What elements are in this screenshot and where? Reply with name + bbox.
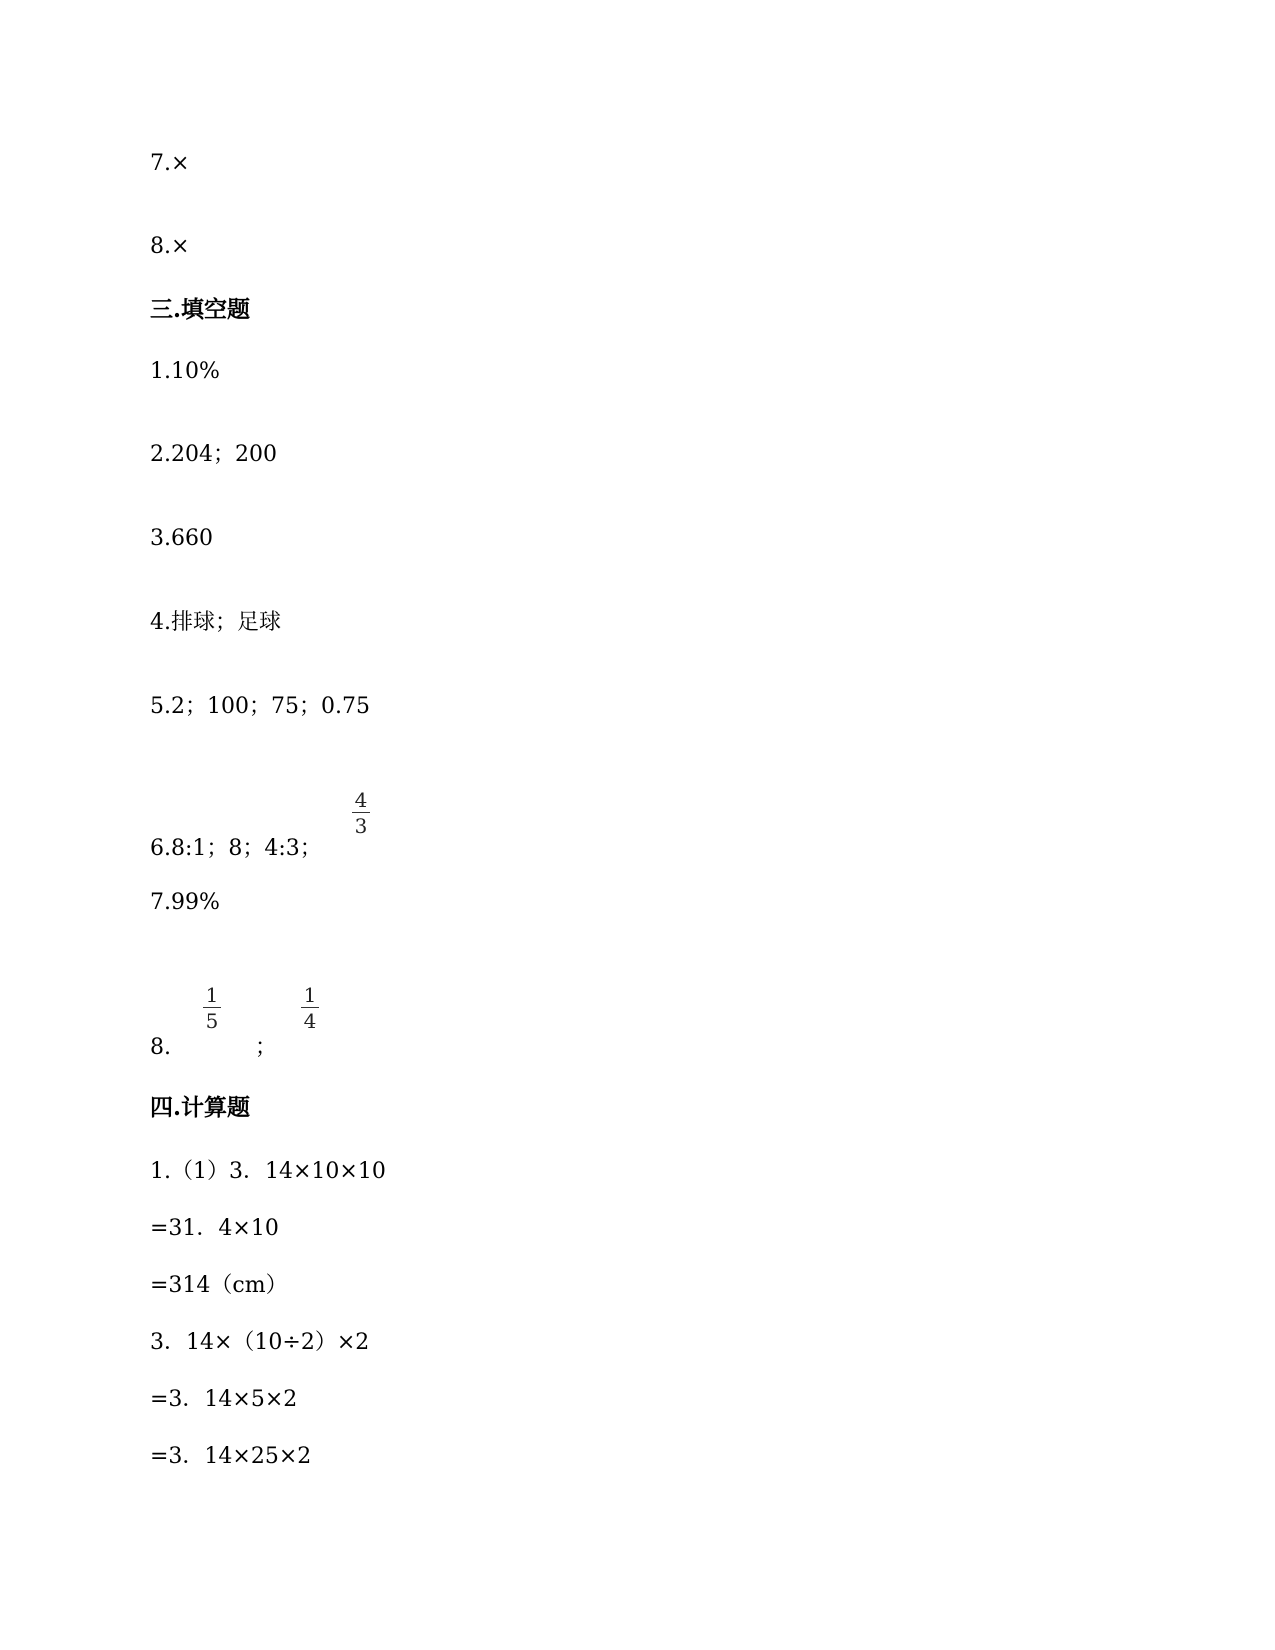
answer-item: 7.99%	[150, 890, 220, 915]
fraction-numerator: 1	[205, 983, 219, 1007]
fraction-numerator: 4	[354, 788, 368, 812]
separator: ；	[255, 1035, 278, 1060]
fraction-denominator: 3	[354, 814, 368, 838]
fraction	[352, 790, 370, 836]
calc-line: =31．4×10	[150, 1216, 279, 1241]
answer-item: 3.660	[150, 526, 213, 551]
fraction-bar	[203, 1007, 221, 1008]
calc-line: =314（cm）	[150, 1273, 288, 1298]
answer-item: 4.排球；足球	[150, 610, 281, 635]
fraction	[203, 985, 221, 1031]
answer-item: 1.10%	[150, 359, 220, 384]
answer-item: 8.	[150, 1035, 171, 1060]
fraction-numerator: 1	[303, 983, 317, 1007]
answer-item: 8.×	[150, 234, 190, 259]
fraction	[301, 985, 319, 1031]
answer-item: 5.2；100；75；0.75	[150, 694, 370, 719]
section-heading: 三.填空题	[150, 296, 251, 323]
fraction-bar	[352, 812, 370, 813]
fraction-denominator: 5	[205, 1009, 219, 1033]
calc-line: 3．14×（10÷2）×2	[150, 1330, 370, 1355]
fraction-bar	[301, 1007, 319, 1008]
calc-line: 1.（1）3．14×10×10	[150, 1159, 386, 1184]
calc-line: =3．14×5×2	[150, 1387, 298, 1412]
answer-item: 7.×	[150, 151, 190, 176]
calc-line: =3．14×25×2	[150, 1444, 312, 1469]
fraction-denominator: 4	[303, 1009, 317, 1033]
section-heading: 四.计算题	[150, 1094, 251, 1121]
answer-item: 6.8:1；8；4:3；	[150, 836, 322, 861]
answer-item: 2.204；200	[150, 442, 277, 467]
